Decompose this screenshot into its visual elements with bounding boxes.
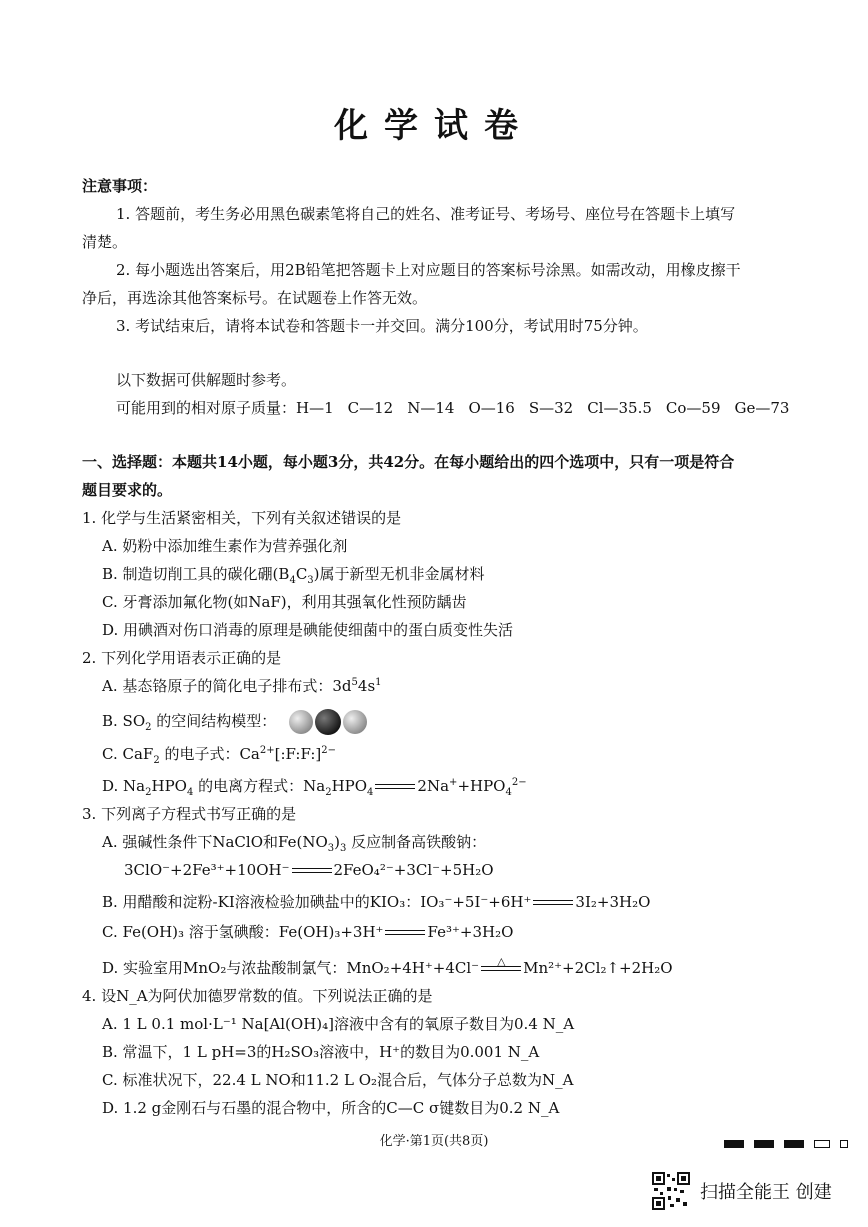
q2-option-b: B. $SO_2$ 的空间结构模型：: [102, 708, 369, 736]
notice-item-2: 2. 每小题选出答案后，用2B铅笔把答题卡上对应题目的答案标号涂黑。如需改动，用橡皮擦干: [116, 261, 741, 279]
notice-heading: 注意事项：: [82, 177, 158, 195]
q2-option-a: A. 基态铬原子的简化电子排布式：$3d^54s^1$: [102, 677, 382, 695]
q2-option-c: C. CaF$_2$ 的电子式：$Ca^{2+}[:F:F:]^{2-}$: [102, 745, 337, 766]
q3-option-c: C. Fe(OH)₃ 溶于氢碘酸：Fe(OH)₃+3H⁺ Fe³⁺+3H₂O: [102, 923, 514, 941]
mass-cl: Cl—35.5: [587, 399, 652, 417]
q3-option-b: B. 用醋酸和淀粉-KI溶液检验加碘盐中的KIO₃：IO₃⁻+5I⁻+6H⁺ 3I₂+3H₂O: [102, 893, 651, 911]
page-marker-bars: [724, 1133, 848, 1152]
page-footer: 化学·第1页(共8页): [379, 1134, 489, 1149]
mass-n: N—14: [407, 399, 455, 417]
section-heading: 一、选择题：本题共14小题，每小题3分，共42分。在每小题给出的四个选项中，只有一项是符合: [82, 453, 735, 471]
section-heading-cont: 题目要求的。: [82, 481, 173, 499]
notice-item-1-cont: 清楚。: [82, 233, 128, 251]
mass-ge: Ge—73: [734, 399, 790, 417]
mass-co: Co—59: [665, 399, 721, 417]
q2-option-d: D. $Na_2HPO_4$ 的电离方程式：$Na_2HPO_4$ $2Na^++HPO_4^{2-}$: [102, 777, 527, 798]
q3-stem: 3. 下列离子方程式书写正确的是: [82, 805, 297, 823]
q4-option-b: B. 常温下，1 L pH=3的H₂SO₃溶液中，H⁺的数目为0.001 N_A: [102, 1043, 540, 1061]
q3-option-d: D. 实验室用MnO₂与浓盐酸制氯气：MnO₂+4H⁺+4Cl⁻ △ Mn²⁺+2Cl₂↑+2H₂O: [102, 955, 673, 977]
ref-masses: [116, 398, 789, 418]
notice-item-2-cont: 净后，再选涂其他答案标号。在试题卷上作答无效。: [82, 289, 428, 307]
q4-stem: 4. 设N_A为阿伏加德罗常数的值。下列说法正确的是: [82, 987, 433, 1005]
equals-sign: [373, 782, 417, 792]
so2-model-icon: [287, 708, 369, 736]
q2-stem: 2. 下列化学用语表示正确的是: [82, 649, 282, 667]
q1-option-d: D. 用碘酒对伤口消毒的原理是碘能使细菌中的蛋白质变性失活: [102, 621, 514, 639]
q1-stem: 1. 化学与生活紧密相关，下列有关叙述错误的是: [82, 509, 402, 527]
q3-option-a-equation: 3ClO⁻+2Fe³⁺+10OH⁻ 2FeO₄²⁻+3Cl⁻+5H₂O: [124, 861, 494, 879]
mass-h: H—1: [296, 399, 334, 417]
q1-option-a: A. 奶粉中添加维生素作为营养强化剂: [102, 537, 348, 555]
ref-intro: 以下数据可供解题时参考。: [116, 371, 297, 389]
scanner-watermark: [652, 1172, 832, 1210]
qr-code-icon: [652, 1172, 690, 1210]
mass-c: C—12: [347, 399, 394, 417]
q3-option-a: A. 强碱性条件下NaClO和$Fe(NO_3)_3$ 反应制备高铁酸钠：: [102, 833, 487, 854]
mass-o: O—16: [468, 399, 515, 417]
q4-option-d: D. 1.2 g金刚石与石墨的混合物中，所含的C—C σ键数目为0.2 N_A: [102, 1099, 560, 1117]
notice-item-1: 1. 答题前，考生务必用黑色碳素笔将自己的姓名、准考证号、考场号、座位号在答题卡上填写: [116, 205, 736, 223]
notice-item-3: 3. 考试结束后，请将本试卷和答题卡一并交回。满分100分，考试用时75分钟。: [116, 317, 648, 335]
q1-option-b: B. 制造切削工具的碳化硼$(B_4C_3)$属于新型无机非金属材料: [102, 565, 485, 586]
scanner-label: 扫描全能王 创建: [700, 1182, 832, 1203]
ref-label: 可能用到的相对原子质量：: [116, 399, 297, 417]
mass-s: S—32: [528, 399, 574, 417]
q4-option-a: A. 1 L 0.1 mol·L⁻¹ Na[Al(OH)₄]溶液中含有的氧原子数目为0.4 N_A: [102, 1015, 575, 1033]
page-title: 化学试卷: [334, 106, 534, 146]
q4-option-c: C. 标准状况下，22.4 L NO和11.2 L O₂混合后，气体分子总数为N_A: [102, 1071, 574, 1089]
q1-option-c: C. 牙膏添加氟化物(如NaF)，利用其强氧化性预防龋齿: [102, 593, 467, 611]
